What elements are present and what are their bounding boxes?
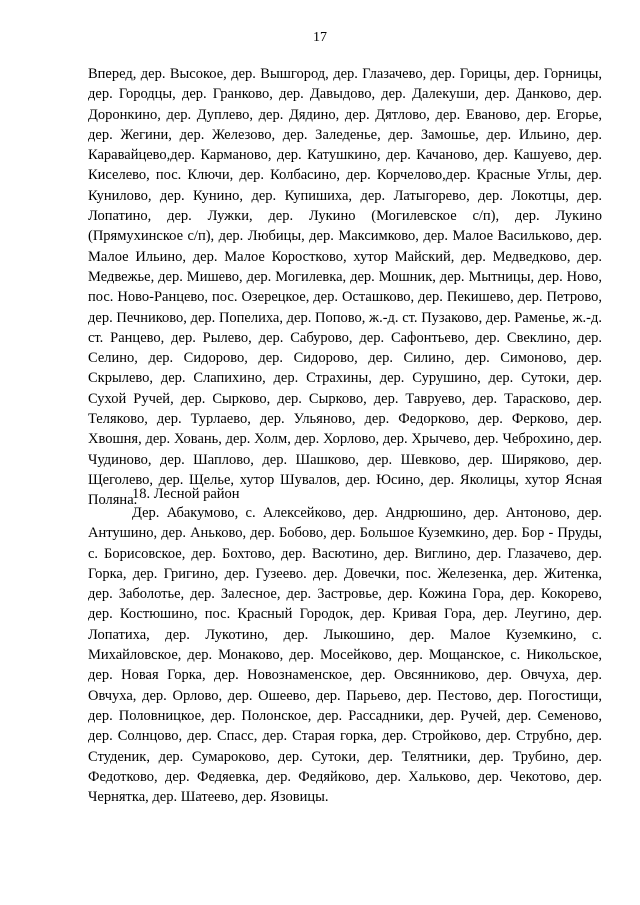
settlement-list-continued: Вперед, дер. Высокое, дер. Вышгород, дер. Глазачево, дер. Горицы, дер. Горницы, дер. Городцы, дер. Гранково, дер. Давыдово, дер. Далекуши, дер. Данково, дер. Доронкино, дер. Дуплево, дер. Дядино, дер. Дятлово, дер. Еваново, дер. Егорье, дер. Жегини, дер. Железово, дер. Заледенье, дер. Замошье, дер. Ильино, дер. Каравайцево,дер. Карманово, дер. Катушкино, дер. Качаново, дер. Кашуево, дер. Киселево, пос. Ключи, дер. Колбасино, дер. Корчелово,дер. Красные Углы, дер. Кунилово, дер. Кунино, дер. Купишиха, дер. Латыгорево, дер. Локотцы, дер. Лопатино, дер. Лужки, дер. Лукино (Могилевское с/п), дер. Лукино (Прямухинское с/п), дер. Любицы, дер. Максимково, дер. Малое Васильково, дер. Малое Ильино, дер. Малое Коростково, хутор Майский, дер. Медведково, дер. Медвежье, дер. Мишево, дер. Могилевка, дер. Мошник, дер. Мытницы, дер. Ново, пос. Ново-Ранцево, пос. Озерецкое, дер. Осташково, дер. Пекишево, дер. Петрово, дер. Печниково, дер. Попелиха, дер. Попово, ж.-д. ст. Пузаково, дер. Раменье, ж.-д. ст. Ранцево, дер. Рылево, дер. Сабурово, дер. Сафонтьево, дер. Свеклино, дер. Селино, дер. Сидорово, дер. Сидорово, дер. Силино, дер. Симоново, дер. Скрылево, дер. Слапихино, дер. Страхины, дер. Сурушино, дер. Сутоки, дер. Сухой Ручей, дер. Сырково, дер. Сырково, дер. Тавруево, дер. Тарасково, дер. Теляково, дер. Турлаево, дер. Ульяново, дер. Федорково, дер. Ферково, дер. Хвошня, дер. Ховань, дер. Холм, дер. Хорлово, дер. Хрычево, дер. Чеброхино, дер. Чудиново, дер. Шаплово, дер. Шашково, дер. Шевково, дер. Ширяково, дер. Щеголево, дер. Щелье, хутор Шувалов, дер. Юсино, дер. Яколицы, хутор Ясная Поляна. (88, 66, 602, 509)
page-number: 17 (313, 30, 327, 45)
section-heading-lesnoy-district: 18. Лесной район (132, 486, 240, 502)
settlement-list-lesnoy: Дер. Абакумово, с. Алексейково, дер. Андрюшино, дер. Антоново, дер. Антушино, дер. Аньково, дер. Бобово, дер. Большое Куземкино, дер. Бор - Пруды, с. Борисовское, дер. Бохтово, дер. Васютино, дер. Виглино, дер. Глазачево, дер. Горка, дер. Григино, дер. Гузеево. дер. Довечки, пос. Железенка, дер. Житенка, дер. Заболотье, дер. Залесное, дер. Застровье, дер. Кожина Гора, дер. Кокорево, дер. Костюшино, пос. Красный Городок, дер. Кривая Гора, дер. Леугино, дер. Лопатиха, дер. Лукотино, дер. Лыкошино, дер. Малое Куземкино, с. Михайловское, дер. Монаково, дер. Мосейково, дер. Мощанское, с. Никольское, дер. Новая Горка, дер. Новознаменское, дер. Овсянниково, дер. Овчуха, дер. Овчуха, дер. Орлово, дер. Ошеево, дер. Парьево, дер. Пестово, дер. Погостищи, дер. Половницкое, дер. Полонское, дер. Рассадники, дер. Ручей, дер. Семеново, дер. Солнцово, дер. Спасс, дер. Старая горка, дер. Стройково, дер. Струбно, дер. Студеник, дер. Сумароково, дер. Сутоки, дер. Телятники, дер. Трубино, дер. Федотково, дер. Федяевка, дер. Федяйково, дер. Хальково, дер. Чекотово, дер. Чернятка, дер. Шатеево, дер. Язовицы. (88, 505, 602, 806)
